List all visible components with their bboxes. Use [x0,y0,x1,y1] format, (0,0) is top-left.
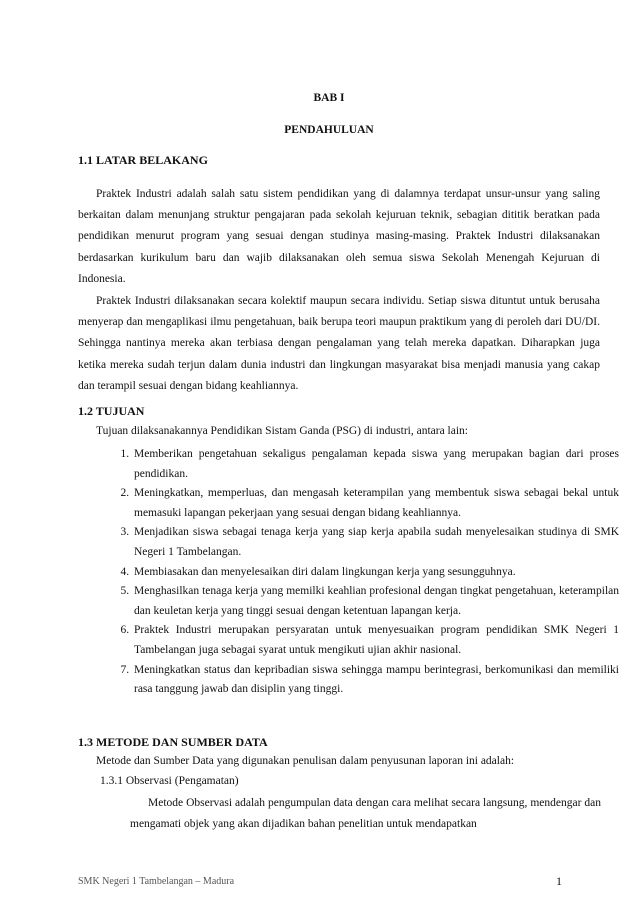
observasi-paragraph: Metode Observasi adalah pengumpulan data dengan cara melihat secara langsung, mendengar dan mengamati objek yang akan dijadikan bahan penelitian untuk mendapatkan [130,797,601,830]
page-number: 1 [556,874,562,888]
section-heading-tujuan: 1.2 TUJUAN [78,404,145,418]
list-item: 2. Meningkatkan, memperluas, dan mengasah keterampilan yang membentuk siswa sebagai bekal untuk memasuki lapangan pekerjaan yang sesuai dengan bidang keahliannya. [132,484,619,523]
subsection-heading-observasi: 1.3.1 Observasi (Pengamatan) [100,775,239,787]
section-heading-latar-belakang: 1.1 LATAR BELAKANG [78,153,208,167]
list-item: 3. Menjadikan siswa sebagai tenaga kerja yang siap kerja apabila sudah menyelesaikan studinya di SMK Negeri 1 Tambelangan. [132,523,619,562]
list-item: 4. Membiasakan dan menyelesaikan diri dalam lingkungan kerja yang sesungguhnya. [132,563,619,583]
list-item: 5. Menghasilkan tenaga kerja yang memilki keahlian profesional dengan tingkat pengetahuan, keterampilan dan keuletan kerja yang tinggi sesuai dengan ketentuan lapangan kerja. [132,582,619,621]
tujuan-list [114,445,619,700]
section-heading-metode: 1.3 METODE DAN SUMBER DATA [78,735,268,749]
metode-intro: Metode dan Sumber Data yang digunakan penulisan dalam penyusunan laporan ini adalah: [96,755,515,767]
chapter-title: PENDAHULUAN [284,124,374,136]
chapter-label: BAB I [313,92,345,104]
latar-paragraph-2: Praktek Industri dilaksanakan secara kolektif maupun secara individu. Setiap siswa dituntut untuk berusaha menyerap dan mengaplikasi ilmu pengetahuan, baik berupa teori maupun praktikum yang di peroleh dari DU/DI. Sehingga nantinya mereka akan terbiasa dengan pengalaman yang telah mereka dapatkan. Diharapkan juga ketika mereka sudah terjun dalam dunia industri dan lingkungan masyarakat bisa menjadi manusia yang cakap dan terampil sesuai dengan bidang keahliannya. [78,295,600,392]
footer-school-name: SMK Negeri 1 Tambelangan – Madura [78,876,235,887]
list-item: 1. Memberikan pengetahuan sekaligus pengalaman kepada siswa yang merupakan bagian dari proses pendidikan. [132,445,619,484]
latar-paragraph-1: Praktek Industri adalah salah satu sistem pendidikan yang di dalamnya terdapat unsur-unsur yang saling berkaitan dalam menunjang struktur pengajaran pada sekolah kejuruan teknik, sebagian dititik beratkan pada pendidikan menurut program yang sesuai dengan studinya masing-masing. Praktek Industri dilaksanakan berdasarkan kurikulum baru dan wajib dilaksanakan oleh semua siswa Sekolah Menengah Kejuruan di Indonesia. [78,188,600,285]
list-item: 7. Meningkatkan status dan kepribadian siswa sehingga mampu berintegrasi, berkomunikasi dan memiliki rasa tanggung jawab dan disiplin yang tinggi. [132,661,619,700]
tujuan-intro: Tujuan dilaksanakannya Pendidikan Sistam Ganda (PSG) di industri, antara lain: [96,425,468,437]
list-item: 6. Praktek Industri merupakan persyaratan untuk menyesuaikan program pendidikan SMK Negeri 1 Tambelangan juga sebagai syarat untuk mengikuti ujian akhir nasional. [132,621,619,660]
